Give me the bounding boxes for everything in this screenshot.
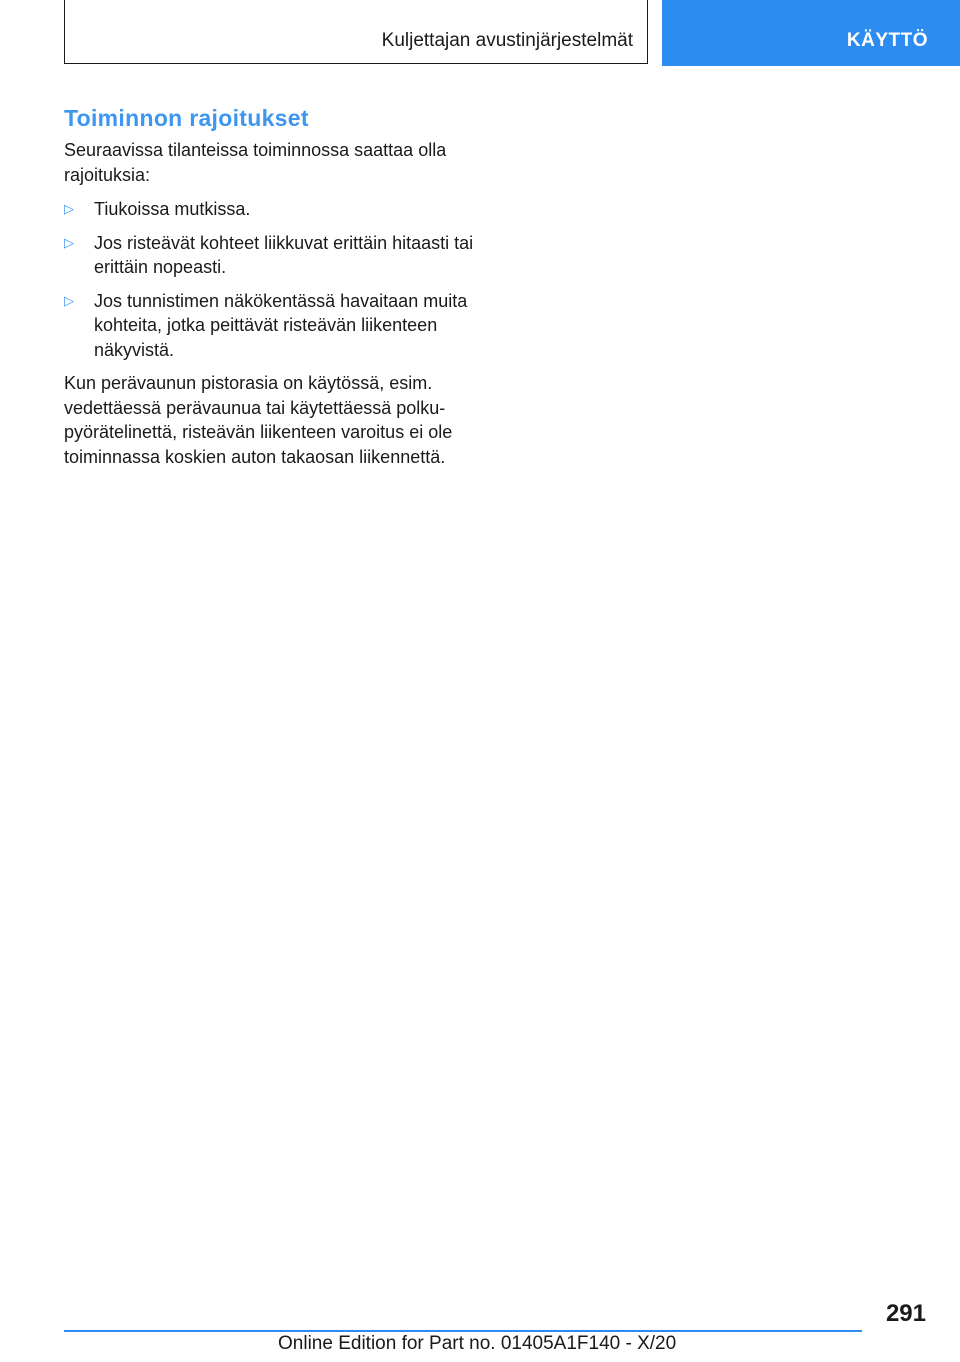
section-title: Kuljettajan avustinjärjestelmät xyxy=(381,30,633,51)
footer-divider xyxy=(64,1330,862,1332)
list-item xyxy=(64,231,484,280)
list-item-text: Tiukoissa mutkissa. xyxy=(94,199,251,219)
triangle-bullet-icon: ▷ xyxy=(64,201,74,216)
triangle-bullet-icon: ▷ xyxy=(64,292,74,308)
list-item-text: Jos risteävät kohteet liikkuvat erittäin hitaasti tai erittäin nopeasti. xyxy=(94,232,474,277)
page-number: 291 xyxy=(885,1300,926,1327)
intro-paragraph: Seuraavissa tilanteissa toiminnossa saattaa olla rajoituksia: xyxy=(64,140,447,185)
limitations-list xyxy=(64,197,484,362)
triangle-bullet-icon: ▷ xyxy=(64,234,74,250)
page-heading: Toiminnon rajoitukset xyxy=(64,105,309,131)
chapter-tab xyxy=(662,0,960,66)
closing-paragraph: Kun perävaunun pistorasia on käytössä, esim. vedettäessä perävaunua tai käytettäessä polkupyörätelinettä, risteävän liikenteen varoitus ei ole toiminnassa koskien auton takaosan liikennettä. xyxy=(64,373,453,467)
running-header xyxy=(64,0,648,64)
list-item-text: Jos tunnistimen näkökentässä havaitaan muita kohteita, jotka peittävät risteävän liikenteen näkyvistä. xyxy=(94,290,468,360)
chapter-tab-label: KÄYTTÖ xyxy=(846,30,928,51)
list-item xyxy=(64,197,484,222)
main-content xyxy=(64,102,484,469)
list-item xyxy=(64,289,484,363)
edition-note: Online Edition for Part no. 01405A1F140 - X/20 xyxy=(278,1333,677,1354)
